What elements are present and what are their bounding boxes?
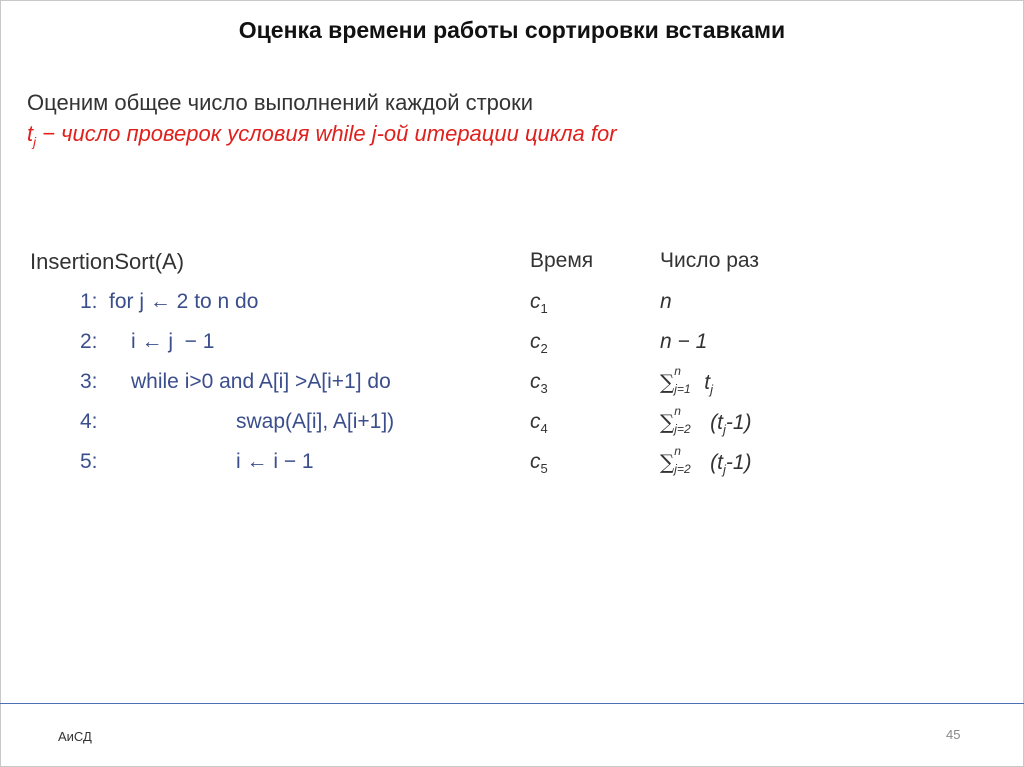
- code-line-4-num: 4:: [80, 410, 98, 433]
- cost-3-c: c: [530, 370, 541, 393]
- cost-3-sub: 3: [540, 381, 548, 397]
- slide-title: Оценка времени работы сортировки вставками: [238, 17, 786, 43]
- note-body: − число проверок условия while j-ой итерации цикла for: [36, 121, 617, 146]
- sum-upper: n: [674, 444, 681, 458]
- cost-1-c: c: [530, 290, 541, 313]
- code-line-2-num: 2:: [80, 330, 98, 353]
- cost-1-sub: 1: [540, 301, 548, 317]
- sum-lower: j=2: [674, 462, 691, 476]
- code-line-5: i ← i − 1: [236, 450, 314, 473]
- cost-1: [530, 290, 548, 316]
- cost-4: [530, 410, 548, 436]
- count-2: n − 1: [660, 330, 708, 353]
- footer-divider: [0, 703, 1024, 704]
- count-3: [660, 364, 714, 398]
- cost-2: [530, 330, 548, 356]
- sum-symbol: ∑: [660, 370, 675, 394]
- page-number: 45: [946, 727, 961, 742]
- cost-2-c: c: [530, 330, 541, 353]
- sum-post: -1): [725, 411, 752, 434]
- footer-course: АиСД: [58, 729, 92, 744]
- sum-lower: j=2: [674, 422, 691, 436]
- col-time-header: Время: [530, 249, 594, 272]
- code-line-2: i ← j − 1: [131, 330, 215, 353]
- sum-body-sub: j: [722, 462, 726, 478]
- cost-5: [530, 450, 548, 476]
- cost-3: [530, 370, 548, 396]
- code-line-4: swap(A[i], A[i+1]): [236, 410, 395, 433]
- sum-symbol: ∑: [660, 410, 675, 434]
- cost-4-c: c: [530, 410, 541, 433]
- sum-body: t: [704, 371, 711, 394]
- col-count-header: Число раз: [660, 249, 759, 272]
- cost-5-c: c: [530, 450, 541, 473]
- code-title: InsertionSort(A): [30, 249, 185, 274]
- cost-2-sub: 2: [540, 341, 548, 357]
- cost-5-sub: 5: [540, 461, 548, 477]
- note-text: [27, 121, 617, 149]
- sum-body-sub: j: [722, 422, 726, 438]
- sum-lower: j=1: [674, 382, 691, 396]
- code-line-5-num: 5:: [80, 450, 98, 473]
- sum-pre: (t: [704, 451, 723, 474]
- code-line-3-num: 3:: [80, 370, 98, 393]
- code-line-1: for j ← 2 to n do: [109, 290, 259, 313]
- code-line-3: while i>0 and A[i] >A[i+1] do: [131, 370, 391, 393]
- sum-body-sub: j: [710, 382, 714, 398]
- count-4: [660, 404, 752, 438]
- note-t-sub: j: [33, 134, 37, 150]
- sum-symbol: ∑: [660, 450, 675, 474]
- count-1: n: [660, 290, 672, 313]
- code-line-1-num: 1:: [80, 290, 98, 313]
- cost-4-sub: 4: [540, 421, 548, 437]
- intro-text: Оценим общее число выполнений каждой строки: [27, 90, 534, 115]
- note-t: t: [27, 121, 34, 146]
- sum-post: -1): [725, 451, 752, 474]
- sum-upper: n: [674, 404, 681, 418]
- count-5: [660, 444, 752, 478]
- sum-upper: n: [674, 364, 681, 378]
- sum-pre: (t: [704, 411, 723, 434]
